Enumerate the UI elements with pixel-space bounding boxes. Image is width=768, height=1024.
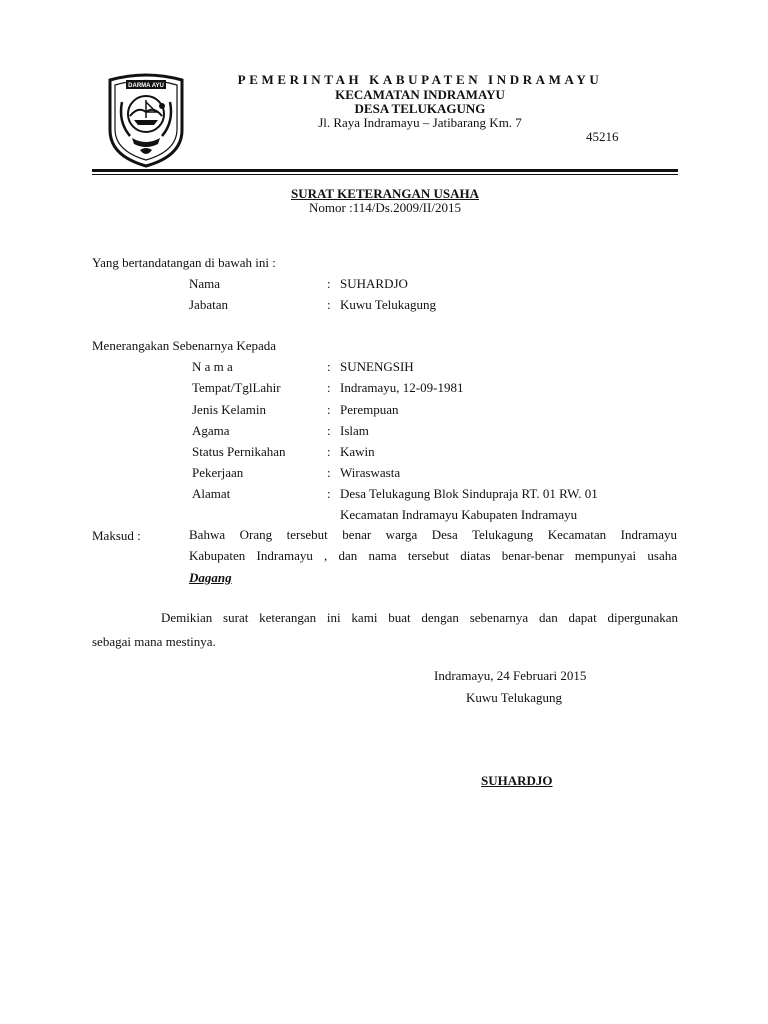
signature-place-date: Indramayu, 24 Februari 2015 <box>434 668 587 683</box>
purpose-label: Maksud : <box>92 528 141 543</box>
signer-name-value: SUHARDJO <box>340 276 408 291</box>
subject-gender-value: Perempuan <box>340 402 399 417</box>
colon: : <box>327 402 331 417</box>
subject-address-value: Desa Telukagung Blok Sindupraja RT. 01 RW. 01 <box>340 486 598 501</box>
subject-marital-value: Kawin <box>340 444 375 459</box>
subject-birth-label: Tempat/TglLahir <box>192 380 281 395</box>
svg-text:DARMA AYU: DARMA AYU <box>128 83 164 89</box>
purpose-line1: Bahwa Orang tersebut benar warga Desa Telukagung Kecamatan Indramayu <box>189 527 677 542</box>
header-government: PEMERINTAH KABUPATEN INDRAMAYU <box>237 72 603 87</box>
subject-occupation-value: Wiraswasta <box>340 465 401 480</box>
closing-line1: Demikian surat keterangan ini kami buat dengan sebenarnya dan dapat dipergunakan <box>161 610 678 625</box>
regency-emblem-logo <box>104 72 188 168</box>
colon: : <box>327 297 331 312</box>
signer-intro: Yang bertandatangan di bawah ini : <box>92 255 276 270</box>
colon: : <box>327 276 331 291</box>
purpose-business-type: Dagang <box>189 570 232 585</box>
colon: : <box>327 444 331 459</box>
subject-occupation-label: Pekerjaan <box>192 465 244 480</box>
colon: : <box>327 486 331 501</box>
header-address: Jl. Raya Indramayu – Jatibarang Km. 7 <box>318 115 522 130</box>
signature-position: Kuwu Telukagung <box>466 690 562 705</box>
header-village: DESA TELUKAGUNG <box>354 101 486 116</box>
closing-line2: sebagai mana mestinya. <box>92 634 216 649</box>
header-postal-code: 45216 <box>586 129 619 144</box>
colon: : <box>327 359 331 374</box>
header-divider-thick <box>92 169 678 172</box>
subject-intro: Menerangakan Sebenarnya Kepada <box>92 338 277 353</box>
subject-gender-label: Jenis Kelamin <box>192 402 267 417</box>
signer-position-label: Jabatan <box>189 297 228 312</box>
subject-address-line2: Kecamatan Indramayu Kabupaten Indramayu <box>340 507 578 522</box>
colon: : <box>327 465 331 480</box>
signer-position-value: Kuwu Telukagung <box>340 297 436 312</box>
subject-name-value: SUNENGSIH <box>340 359 414 374</box>
subject-religion-label: Agama <box>192 423 230 438</box>
colon: : <box>327 423 331 438</box>
signer-name-label: Nama <box>189 276 221 291</box>
subject-address-label: Alamat <box>192 486 231 501</box>
subject-name-label: N a m a <box>192 359 233 374</box>
purpose-line2: Kabupaten Indramayu , dan nama tersebut diatas benar-benar mempunyai usaha <box>189 548 677 563</box>
colon: : <box>327 380 331 395</box>
signature-name: SUHARDJO <box>481 773 553 788</box>
header-divider-thin <box>92 174 678 175</box>
letter-number: Nomor :114/Ds.2009/II/2015 <box>309 200 461 215</box>
subject-birth-value: Indramayu, 12-09-1981 <box>340 380 464 395</box>
letter-title: SURAT KETERANGAN USAHA <box>290 186 480 201</box>
subject-religion-value: Islam <box>340 423 369 438</box>
header-district: KECAMATAN INDRAMAYU <box>335 87 505 102</box>
subject-marital-label: Status Pernikahan <box>192 444 286 459</box>
